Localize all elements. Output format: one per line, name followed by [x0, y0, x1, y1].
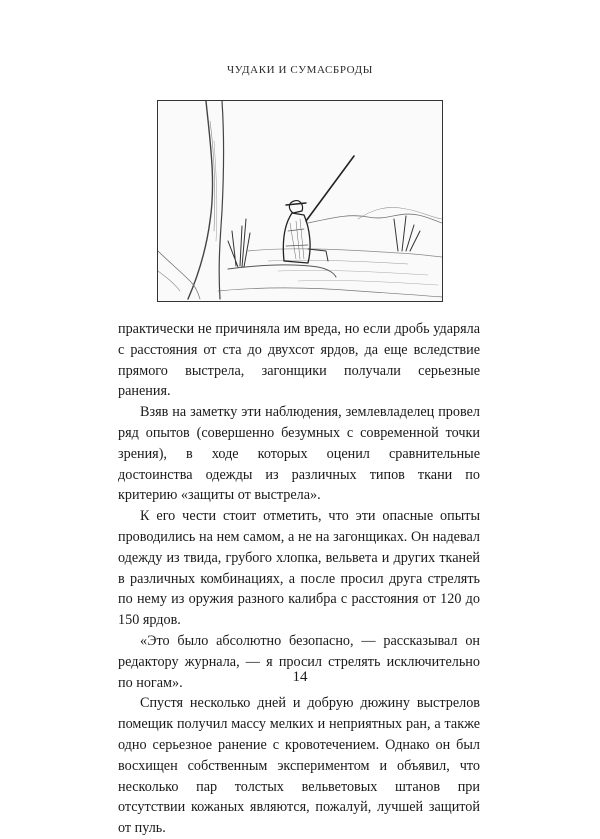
paragraph-3: К его чести стоит отметить, что эти опасные опыты проводились на нем самом, а не на загонщиках. Он надевал одежду из твида, грубого хлопка, вельвета и других тканей в различных комбинациях, а после просил друга стрелять по нему из оружия разного калибра с расстояния от 120 до 150 ярдов. [118, 508, 480, 629]
far-shore [308, 214, 442, 223]
paragraph-5: Спустя несколько дней и добрую дюжину выстрелов помещик получил массу мелких и неприятных ран, а также одно серьезное ранение с кровотечением. Однако он был восхищен собственным экспериментом и объявил, что несколько пар толстых вельветовых штанов при отсутствии кожаных являются, пожалуй, лучшей защитой от пуль. [118, 695, 480, 837]
tree-trunk [188, 101, 213, 299]
page-number: 14 [292, 669, 308, 685]
hunter-figure [289, 201, 302, 213]
gun-barrel [306, 156, 354, 221]
illustration-hunter-sketch [157, 100, 443, 302]
paragraph-1: практически не причиняла им вреда, но если дробь ударяла с расстояния от ста до двухсот ярдов, да еще вследствие прямого выстрела, загонщики получали серьезные ранения. [118, 321, 480, 400]
paragraph-4: «Это было абсолютно безопасно, — рассказывал он редактору журнала, — я просил стрелять исключительно по ногам». [118, 632, 480, 691]
paragraph-2: Взяв на заметку эти наблюдения, землевладелец провел ряд опытов (совершенно безумных с современной точки зрения), в ходе которых оценил сравнительные достоинства одежды из различных типов ткани по критерию «защиты от выстрела». [118, 404, 480, 504]
reeds-left [228, 219, 250, 267]
body-text [118, 319, 480, 839]
running-head: ЧУДАКИ И СУМАСБРОДЫ [227, 64, 373, 76]
reeds-right [394, 216, 420, 251]
water-line [248, 249, 442, 257]
sketch-drawing [158, 101, 442, 301]
